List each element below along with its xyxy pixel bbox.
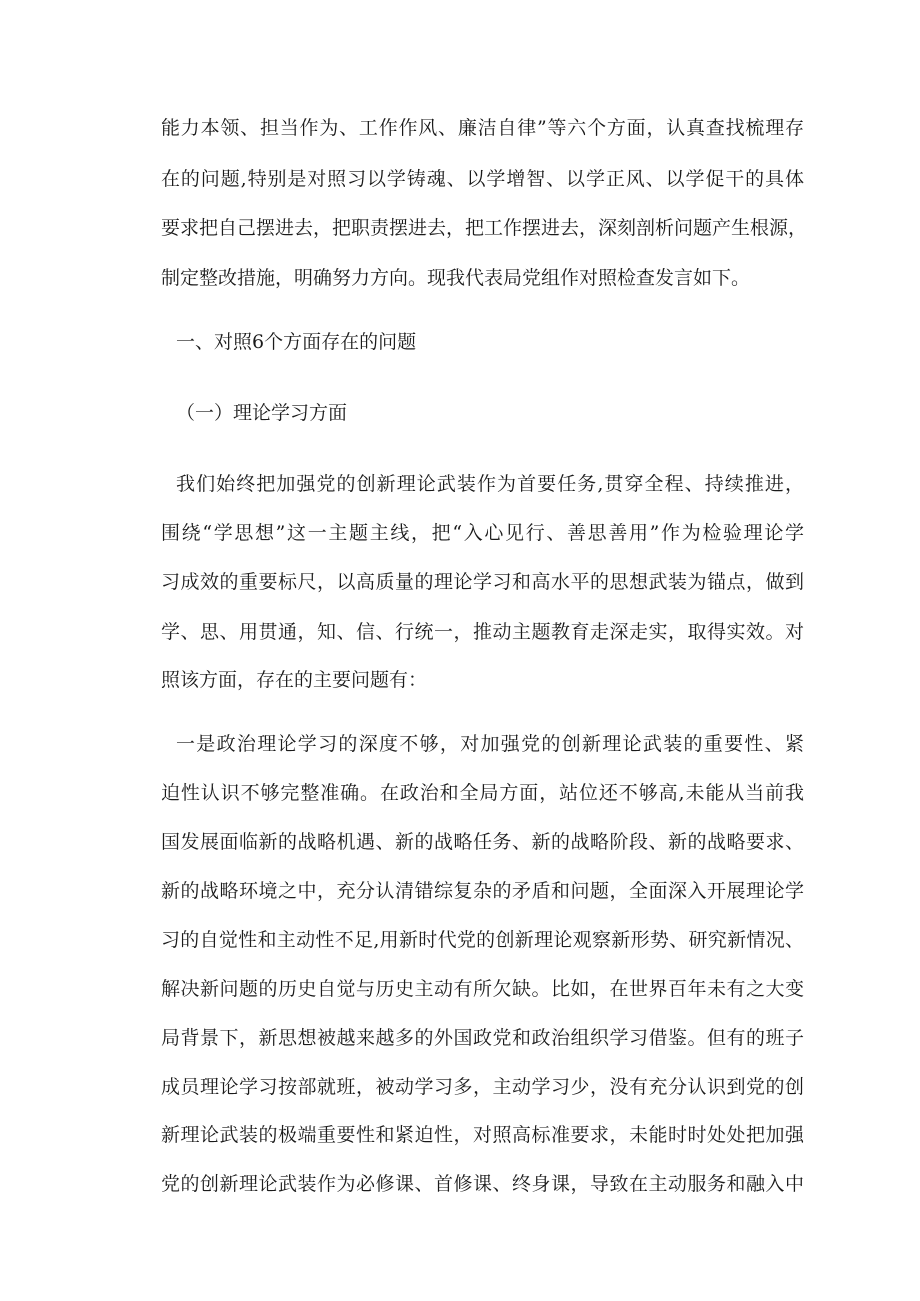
section-heading: 一、对照6个方面存在的问题 — [176, 331, 417, 353]
paragraph-line: 新的战略环境之中，充分认清错综复杂的矛盾和问题，全面深入开展理论学 — [161, 880, 804, 902]
paragraph-line: 习成效的重要标尺，以高质量的理论学习和高水平的思想武装为锚点，做到 — [161, 571, 804, 593]
paragraph-line: 新理论武装的极端重要性和紧迫性，对照高标准要求，未能时时处处把加强 — [161, 1124, 804, 1146]
paragraph-line: 局背景下，新思想被越来越多的外国政党和政治组织学习借鉴。但有的班子 — [161, 1027, 804, 1049]
paragraph-line: 迫性认识不够完整准确。在政治和全局方面，站位还不够高,未能从当前我 — [161, 782, 804, 804]
paragraph-line: 照该方面，存在的主要问题有： — [161, 669, 428, 691]
subsection-heading: （一）理论学习方面 — [176, 402, 348, 424]
paragraph-line: 围绕“学思想”这一主题主线，把“入心见行、善思善用”作为检验理论学 — [161, 522, 804, 544]
paragraph-line: 学、思、用贯通，知、信、行统一，推动主题教育走深走实，取得实效。对 — [161, 621, 804, 643]
paragraph-line: 一是政治理论学习的深度不够，对加强党的创新理论武装的重要性、紧 — [176, 733, 804, 755]
paragraph-line: 解决新问题的历史自觉与历史主动有所欠缺。比如，在世界百年未有之大变 — [161, 978, 804, 1000]
paragraph-line: 我们始终把加强党的创新理论武装作为首要任务,贯穿全程、持续推进， — [176, 473, 804, 495]
paragraph-line: 制定整改措施，明确努力方向。现我代表局党组作对照检查发言如下。 — [161, 267, 751, 289]
paragraph-line: 能力本领、担当作为、工作作风、廉洁自律”等六个方面，认真查找梳理存 — [161, 117, 804, 139]
paragraph-line: 党的创新理论武装作为必修课、首修课、终身课，导致在主动服务和融入中 — [161, 1173, 804, 1195]
paragraph-line: 国发展面临新的战略机遇、新的战略任务、新的战略阶段、新的战略要求、 — [161, 831, 804, 853]
paragraph-line: 成员理论学习按部就班，被动学习多，主动学习少，没有充分认识到党的创 — [161, 1076, 804, 1098]
paragraph-line: 要求把自己摆进去，把职责摆进去，把工作摆进去，深刻剖析问题产生根源， — [161, 217, 808, 239]
paragraph-line: 习的自觉性和主动性不足,用新时代党的创新理论观察新形势、研究新情况、 — [161, 929, 804, 951]
paragraph-line: 在的问题,特别是对照习以学铸魂、以学增智、以学正风、以学促干的具体 — [161, 168, 804, 190]
